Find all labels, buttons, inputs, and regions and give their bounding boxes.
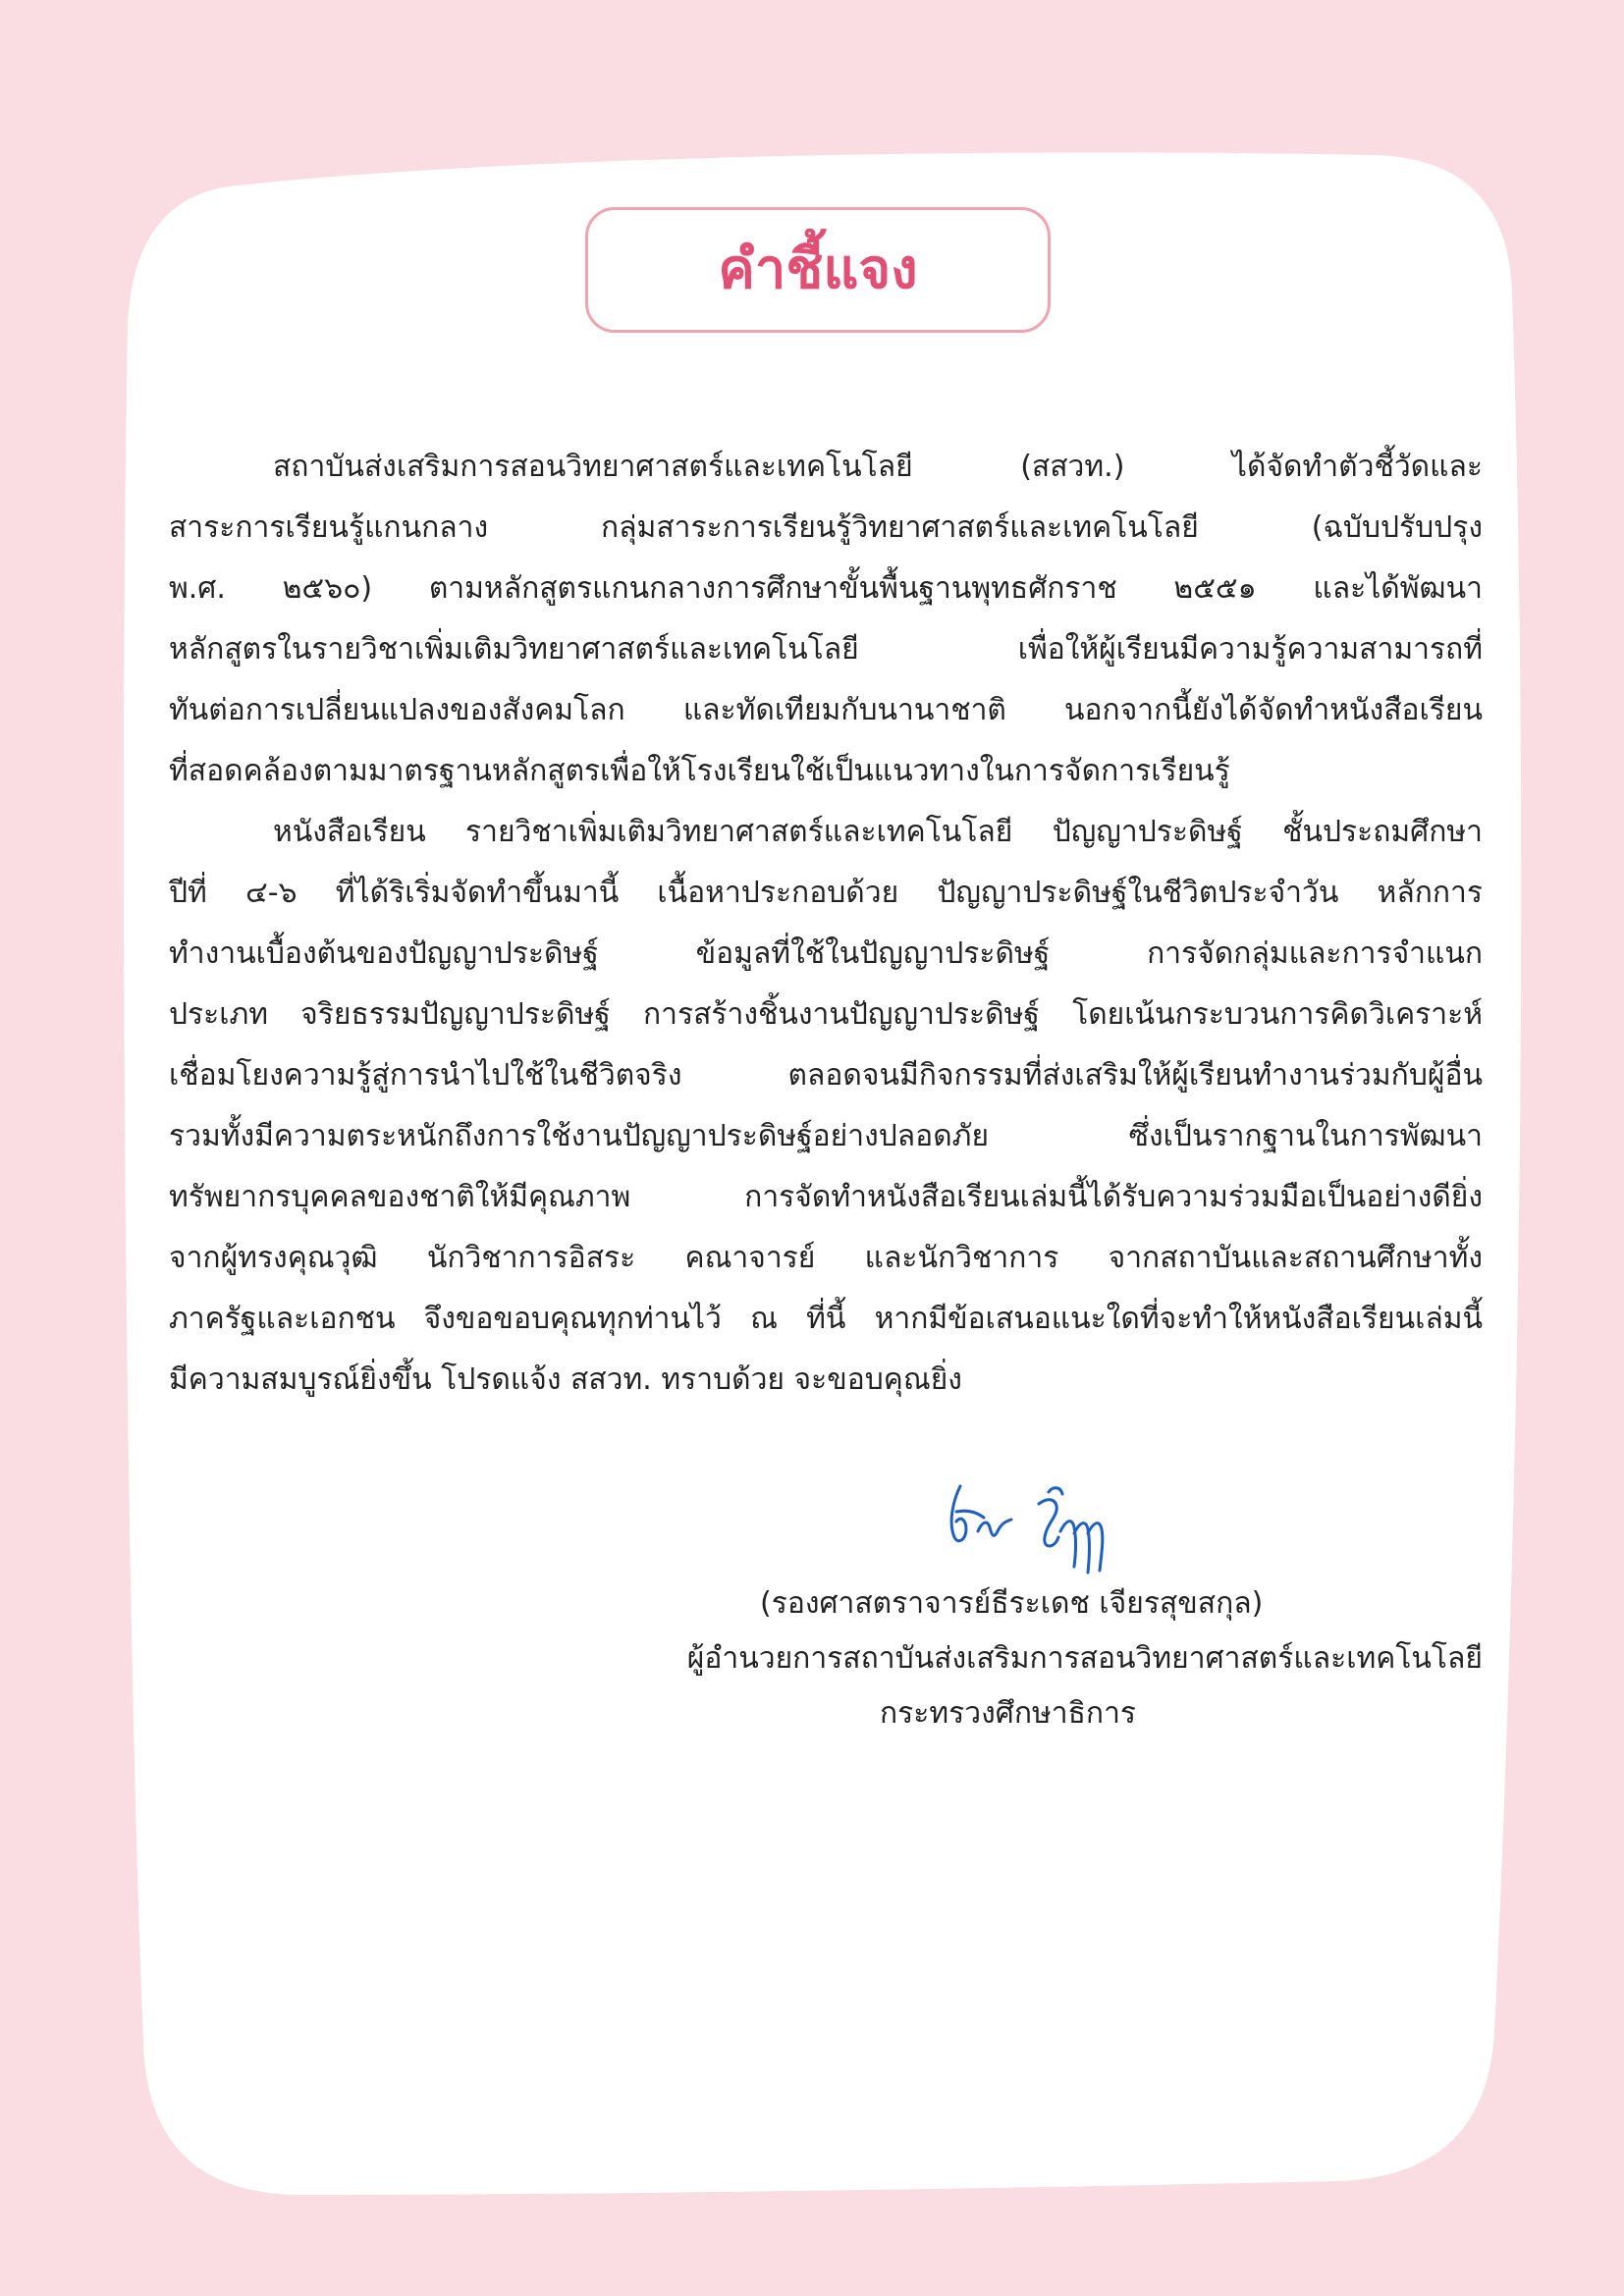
signatory-block — [491, 1576, 1483, 1741]
body-text — [169, 437, 1483, 1411]
handwritten-signature — [933, 1472, 1149, 1580]
text-line: เชื่อมโยงความรู้สู่การนำไปใช้ในชีวิตจริง ตลอดจนมีกิจกรรมที่ส่งเสริมให้ผู้เรียนทำงานร่วมกับผู้อื่น — [169, 1058, 1483, 1093]
text-line: พ.ศ. ๒๕๖๐) ตามหลักสูตรแกนกลางการศึกษาขั้นพื้นฐานพุทธศักราช ๒๕๕๑ และได้พัฒนา — [169, 571, 1483, 606]
text-line: ภาครัฐและเอกชน จึงขอขอบคุณทุกท่านไว้ ณ ที่นี้ หากมีข้อเสนอแนะใดที่จะทำให้หนังสือเรียนเล่มนี้ — [169, 1302, 1483, 1336]
text-line: ทำงานเบื้องต้นของปัญญาประดิษฐ์ ข้อมูลที่ใช้ในปัญญาประดิษฐ์ การจัดกลุ่มและการจำแนก — [169, 936, 1483, 971]
text-line: ทันต่อการเปลี่ยนแปลงของสังคมโลก และทัดเทียมกับนานาชาติ นอกจากนี้ยังได้จัดทำหนังสือเรียน — [169, 693, 1483, 727]
signatory-ministry: กระทรวงศึกษาธิการ — [880, 1696, 1137, 1731]
paragraph-2 — [169, 802, 1483, 1411]
text-line: ที่สอดคล้องตามมาตรฐานหลักสูตรเพื่อให้โรงเรียนใช้เป็นแนวทางในการจัดการเรียนรู้ — [169, 754, 1230, 788]
title-box — [585, 207, 1051, 333]
signatory-position: ผู้อำนวยการสถาบันส่งเสริมการสอนวิทยาศาสตร์และเทคโนโลยี — [686, 1641, 1483, 1676]
text-line: จากผู้ทรงคุณวุฒิ นักวิชาการอิสระ คณาจารย์ และนักวิชาการ จากสถาบันและสถานศึกษาทั้ง — [169, 1241, 1483, 1275]
text-line: ทรัพยากรบุคคลของชาติให้มีคุณภาพ การจัดทำหนังสือเรียนเล่มนี้ได้รับความร่วมมือเป็นอย่างดียิ่ง — [169, 1180, 1483, 1214]
signatory-name: (รองศาสตราจารย์ธีระเดช เจียรสุขสกุล) — [760, 1586, 1264, 1621]
paragraph-1 — [169, 437, 1483, 802]
page-title: คำชี้แจง — [718, 238, 918, 301]
text-line: หนังสือเรียน รายวิชาเพิ่มเติมวิทยาศาสตร์และเทคโนโลยี ปัญญาประดิษฐ์ ชั้นประถมศึกษา — [273, 815, 1483, 849]
text-line: ปีที่ ๔-๖ ที่ได้ริเริ่มจัดทำขึ้นมานี้ เนื้อหาประกอบด้วย ปัญญาประดิษฐ์ในชีวิตประจำวัน หลักการ — [169, 876, 1483, 910]
text-line: หลักสูตรในรายวิชาเพิ่มเติมวิทยาศาสตร์และเทคโนโลยี เพื่อให้ผู้เรียนมีความรู้ความสามารถที่ — [169, 632, 1483, 667]
text-line: ประเภท จริยธรรมปัญญาประดิษฐ์ การสร้างชิ้นงานปัญญาประดิษฐ์ โดยเน้นกระบวนการคิดวิเคราะห์ — [169, 997, 1483, 1032]
text-line: รวมทั้งมีความตระหนักถึงการใช้งานปัญญาประดิษฐ์อย่างปลอดภัย ซึ่งเป็นรากฐานในการพัฒนา — [169, 1119, 1483, 1153]
text-line: มีความสมบูรณ์ยิ่งขึ้น โปรดแจ้ง สสวท. ทราบด้วย จะขอบคุณยิ่ง — [169, 1362, 962, 1397]
text-line: สถาบันส่งเสริมการสอนวิทยาศาสตร์และเทคโนโลยี (สสวท.) ได้จัดทำตัวชี้วัดและ — [273, 450, 1483, 484]
text-line: สาระการเรียนรู้แกนกลาง กลุ่มสาระการเรียนรู้วิทยาศาสตร์และเทคโนโลยี (ฉบับปรับปรุง — [169, 510, 1483, 545]
